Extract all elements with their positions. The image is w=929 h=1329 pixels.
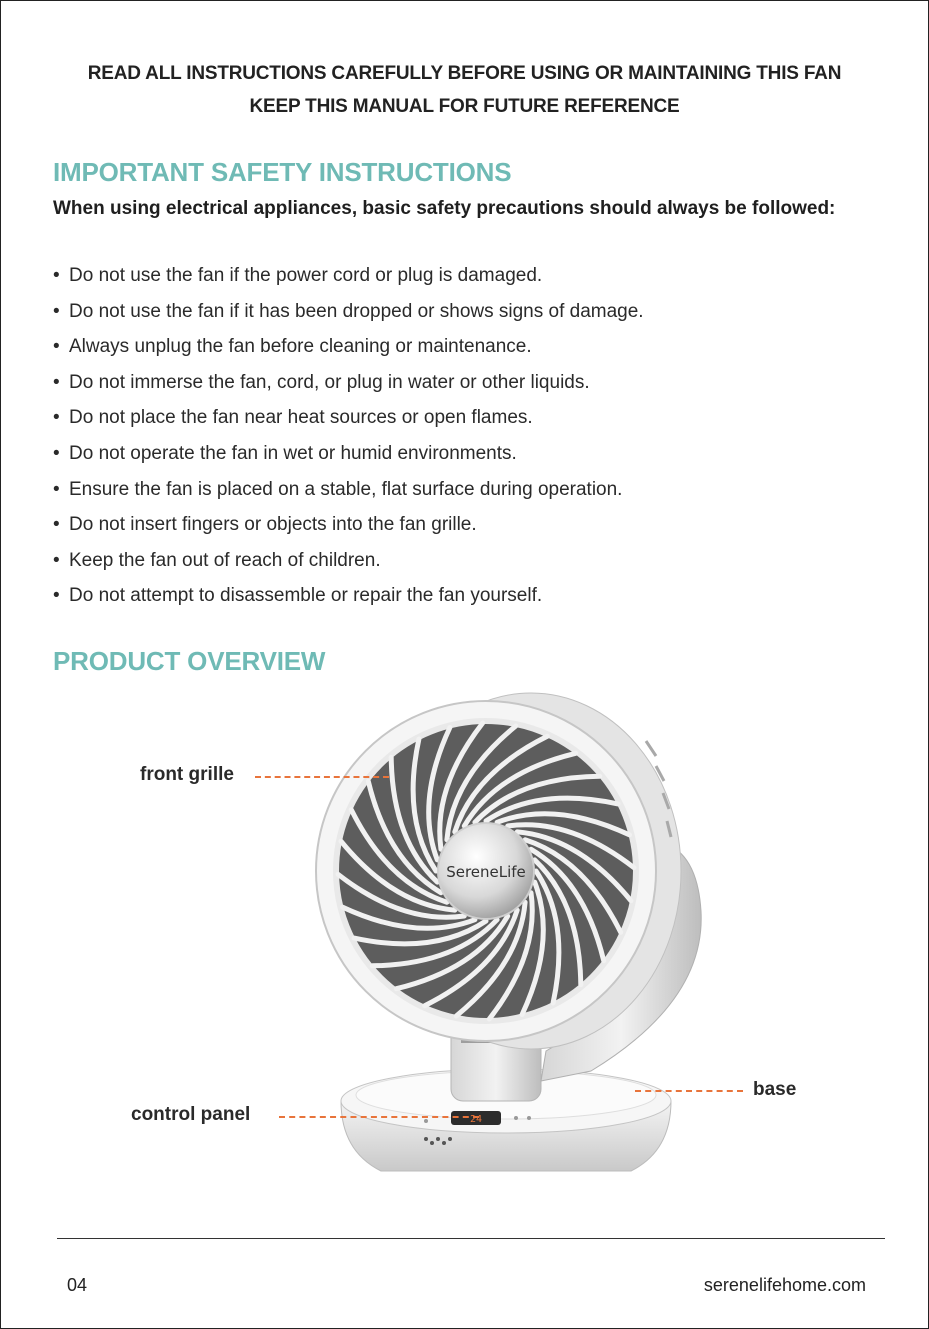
read-instructions-notice: READ ALL INSTRUCTIONS CAREFULLY BEFORE USING OR MAINTAINING THIS FAN bbox=[87, 63, 842, 84]
list-item: • Do not use the fan if the power cord or plug is damaged. bbox=[53, 265, 543, 286]
list-item: • Ensure the fan is placed on a stable, flat surface during operation. bbox=[53, 478, 623, 500]
list-item: • Do not immerse the fan, cord, or plug in water or other liquids. bbox=[53, 371, 590, 393]
control-panel-label: control panel bbox=[131, 1104, 251, 1125]
control-panel-leader bbox=[279, 1116, 479, 1118]
list-item: • Do not use the fan if it has been dropped or shows signs of damage. bbox=[53, 300, 644, 322]
brand-logo: SereneLife bbox=[446, 863, 526, 881]
list-item: • Do not place the fan near heat sources or open flames. bbox=[53, 407, 533, 429]
safety-intro: When using electrical appliances, basic safety precautions should always be followed: bbox=[53, 198, 836, 219]
safety-section-title: IMPORTANT SAFETY INSTRUCTIONS bbox=[53, 157, 512, 187]
overview-section-title: PRODUCT OVERVIEW bbox=[53, 646, 326, 676]
list-item: • Do not attempt to disassemble or repair the fan yourself. bbox=[53, 585, 543, 607]
keep-manual-notice: KEEP THIS MANUAL FOR FUTURE REFERENCE bbox=[249, 96, 680, 117]
safety-list bbox=[53, 258, 644, 614]
website-url: serenelifehome.com bbox=[703, 1275, 866, 1295]
list-item: • Always unplug the fan before cleaning or maintenance. bbox=[53, 336, 532, 358]
list-item: • Do not operate the fan in wet or humid environments. bbox=[53, 442, 517, 464]
svg-text:24: 24 bbox=[469, 1114, 483, 1125]
base-leader bbox=[635, 1090, 743, 1092]
base-label: base bbox=[753, 1079, 797, 1100]
fan-illustration bbox=[301, 681, 731, 1201]
footer-divider bbox=[57, 1238, 885, 1239]
page-number: 04 bbox=[67, 1275, 88, 1295]
front-grille-label: front grille bbox=[140, 764, 234, 785]
front-grille bbox=[316, 701, 656, 1041]
front-grille-leader bbox=[255, 776, 389, 778]
list-item: • Keep the fan out of reach of children. bbox=[53, 549, 381, 571]
list-item: • Do not insert fingers or objects into the fan grille. bbox=[53, 514, 477, 536]
